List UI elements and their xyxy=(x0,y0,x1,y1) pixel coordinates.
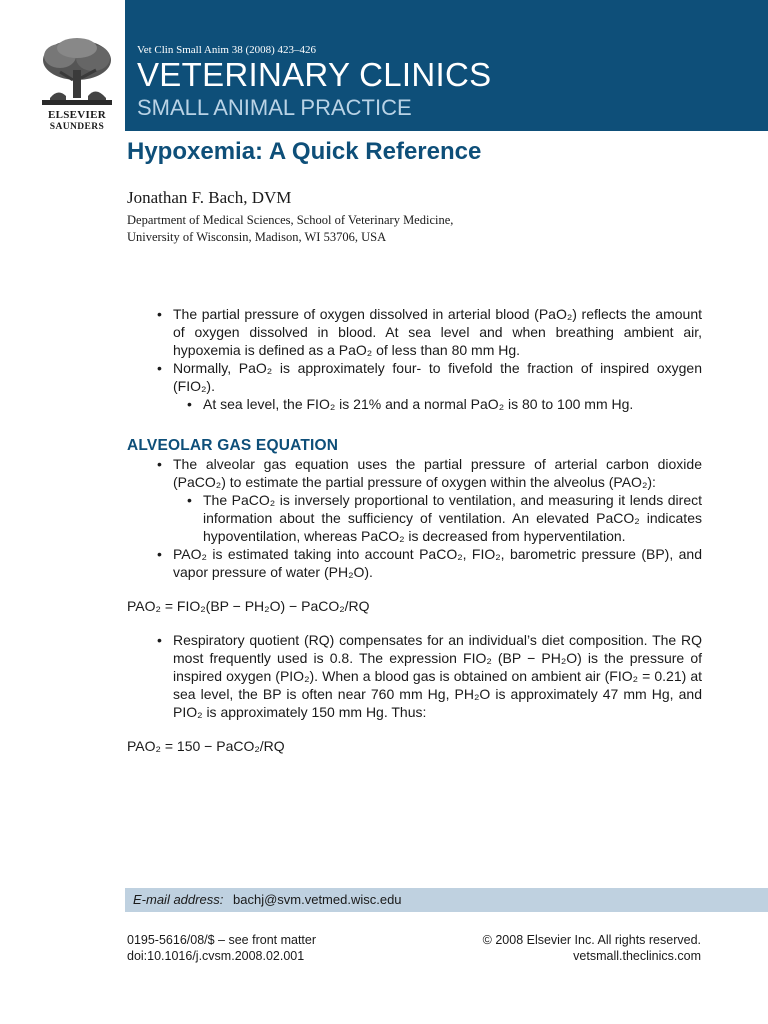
doi-line: doi:10.1016/j.cvsm.2008.02.001 xyxy=(127,949,305,963)
alveolar-bullet-list xyxy=(127,455,702,581)
author-name: Jonathan F. Bach, DVM xyxy=(127,188,292,207)
bullet-item: • Respiratory quotient (RQ) compensates for an individual’s diet composition. The RQ most frequently used is 0.8. The expression FIO₂ (BP − PH₂O) is the pressure of inspired oxygen (PIO₂). When a blood gas is obtained on ambient air (FIO₂ = 0.21) at sea level, the BP is often near 760 mm Hg, PH₂O is approximately 47 mm Hg, and PIO₂ is approximately 150 mm Hg. Thus: xyxy=(127,631,702,721)
alveolar-gas-equation: PAO₂ = FIO₂(BP − PH₂O) − PaCO₂/RQ xyxy=(127,598,370,614)
rq-bullet-list xyxy=(127,631,702,721)
article-body xyxy=(127,305,702,755)
bullet-item: • The partial pressure of oxygen dissolved in arterial blood (PaO₂) reflects the amount of oxygen dissolved in blood. At sea level and when breathing ambient air, hypoxemia is defined as a PaO₂ of less than 80 mm Hg. xyxy=(127,305,702,359)
affiliation-line: Department of Medical Sciences, School of Veterinary Medicine, xyxy=(127,213,454,227)
website-line: vetsmall.theclinics.com xyxy=(573,949,701,963)
simplified-equation: PAO₂ = 150 − PaCO₂/RQ xyxy=(127,738,285,754)
email-address: bachj@svm.vetmed.wisc.edu xyxy=(233,892,402,907)
footer-left xyxy=(127,932,316,964)
article-title: Hypoxemia: A Quick Reference xyxy=(127,138,482,165)
issn-line: 0195-5616/08/$ – see front matter xyxy=(127,933,317,947)
email-label: E-mail address: xyxy=(133,892,224,907)
journal-banner xyxy=(125,0,768,131)
footer-right xyxy=(483,932,701,964)
journal-citation: Vet Clin Small Anim 38 (2008) 423–426 xyxy=(137,44,317,56)
bullet-item: • PAO₂ is estimated taking into account PaCO₂, FIO₂, barometric pressure (BP), and vapor pressure of water (PH₂O). xyxy=(127,545,702,581)
affiliation-line: University of Wisconsin, Madison, WI 53706, USA xyxy=(127,230,387,244)
sub-bullet-item: • The PaCO₂ is inversely proportional to ventilation, and measuring it lends direct information about the sufficiency of ventilation. An elevated PaCO₂ indicates hypoventilation, whereas PaCO₂ is decreased from hyperventilation. xyxy=(127,491,702,545)
tree-of-knowledge-icon xyxy=(36,36,118,108)
intro-bullet-list xyxy=(127,305,702,413)
journal-subtitle: SMALL ANIMAL PRACTICE xyxy=(137,95,412,120)
journal-title: VETERINARY CLINICS xyxy=(137,56,492,93)
email-bar xyxy=(125,888,768,912)
author-affiliation xyxy=(127,212,453,246)
publisher-name: ELSEVIER xyxy=(47,109,107,121)
elsevier-logo xyxy=(36,36,118,136)
copyright-line: © 2008 Elsevier Inc. All rights reserved. xyxy=(482,933,701,947)
sub-bullet-item: • At sea level, the FIO₂ is 21% and a normal PaO₂ is 80 to 100 mm Hg. xyxy=(127,395,702,413)
publisher-imprint: SAUNDERS xyxy=(49,122,105,132)
section-heading: ALVEOLAR GAS EQUATION xyxy=(127,437,339,454)
bullet-item: • The alveolar gas equation uses the partial pressure of arterial carbon dioxide (PaCO₂) to estimate the partial pressure of oxygen within the alveolus (PAO₂): xyxy=(127,455,702,491)
bullet-item: • Normally, PaO₂ is approximately four- to fivefold the fraction of inspired oxygen (FIO₂). xyxy=(127,359,702,395)
